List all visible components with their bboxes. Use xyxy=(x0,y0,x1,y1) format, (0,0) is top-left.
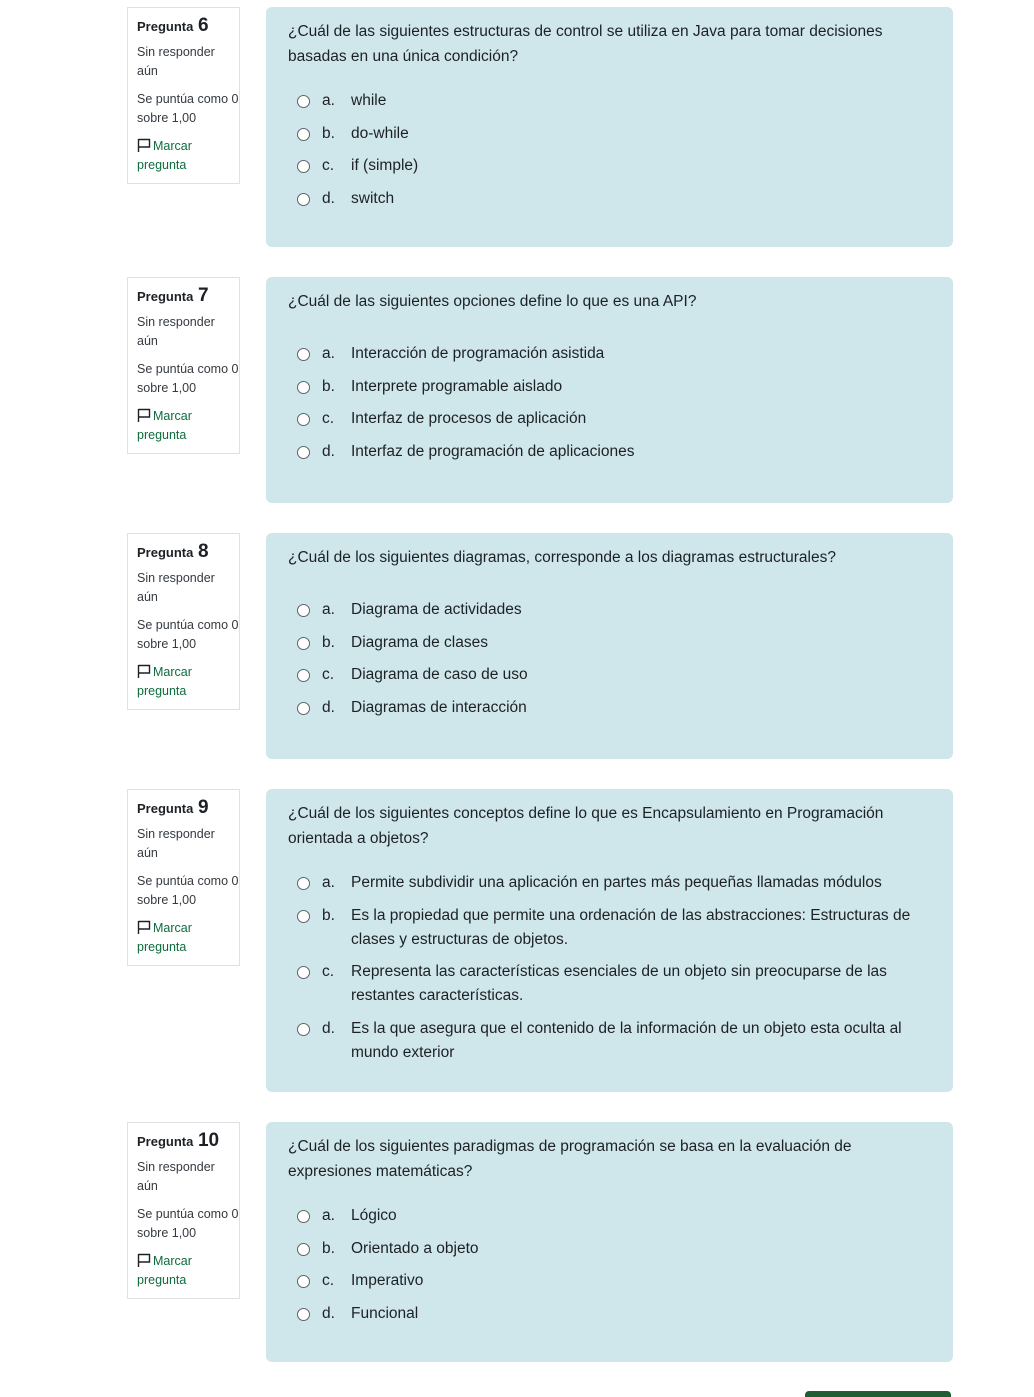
answer-option-a[interactable]: a. while xyxy=(288,89,923,113)
question-info xyxy=(127,7,240,184)
flag-question-link[interactable]: Marcar pregunta xyxy=(137,1254,192,1287)
radio-button[interactable] xyxy=(297,193,310,206)
flag-question-link[interactable]: Marcar pregunta xyxy=(137,409,192,442)
answer-option-c[interactable]: c. Interfaz de procesos de aplicación xyxy=(288,407,923,431)
question-text: ¿Cuál de los siguientes paradigmas de programación se basa en la evaluación de expresiones matemáticas? xyxy=(288,1138,852,1180)
answer-option-c[interactable]: c. Representa las características esenciales de un objeto sin preocuparse de las restantes características. xyxy=(288,960,923,1008)
question-state: Sin responder aún xyxy=(137,45,215,78)
answer-list xyxy=(288,89,923,211)
answer-option-a[interactable]: a. Interacción de programación asistida xyxy=(288,342,923,366)
answer-list xyxy=(288,342,923,464)
question-grade: Se puntúa como 0 sobre 1,00 xyxy=(137,874,239,907)
question-info xyxy=(127,1122,240,1299)
radio-button[interactable] xyxy=(297,95,310,108)
navigation-button-partial[interactable] xyxy=(805,1391,951,1397)
question-state: Sin responder aún xyxy=(137,1160,215,1193)
radio-button[interactable] xyxy=(297,446,310,459)
answer-option-a[interactable]: a. Permite subdividir una aplicación en partes más pequeñas llamadas módulos xyxy=(288,871,923,895)
question-info xyxy=(127,789,240,966)
radio-button[interactable] xyxy=(297,128,310,141)
radio-button[interactable] xyxy=(297,160,310,173)
question-number: Pregunta 10 xyxy=(137,1130,220,1151)
radio-button[interactable] xyxy=(297,1243,310,1256)
question-grade: Se puntúa como 0 sobre 1,00 xyxy=(137,362,239,395)
answer-option-c[interactable]: c. Imperativo xyxy=(288,1269,923,1293)
flag-icon xyxy=(137,138,151,153)
answer-option-a[interactable]: a. Lógico xyxy=(288,1204,923,1228)
question-state: Sin responder aún xyxy=(137,827,215,860)
answer-option-d[interactable]: d. Interfaz de programación de aplicaciones xyxy=(288,440,923,464)
question-text: ¿Cuál de las siguientes estructuras de control se utiliza en Java para tomar decisiones basadas en una única condición? xyxy=(288,23,883,65)
answer-option-b[interactable]: b. Interprete programable aislado xyxy=(288,375,923,399)
question-text: ¿Cuál de los siguientes conceptos define lo que es Encapsulamiento en Programación orientada a objetos? xyxy=(288,805,884,847)
answer-option-c[interactable]: c. Diagrama de caso de uso xyxy=(288,663,923,687)
question-number: Pregunta 6 xyxy=(137,15,209,36)
flag-question-link[interactable]: Marcar pregunta xyxy=(137,665,192,698)
answer-option-b[interactable]: b. Es la propiedad que permite una ordenación de las abstracciones: Estructuras de clases y estructuras de objetos. xyxy=(288,904,923,952)
radio-button[interactable] xyxy=(297,604,310,617)
radio-button[interactable] xyxy=(297,702,310,715)
flag-icon xyxy=(137,920,151,935)
radio-button[interactable] xyxy=(297,1275,310,1288)
question-state: Sin responder aún xyxy=(137,571,215,604)
flag-icon xyxy=(137,408,151,423)
radio-button[interactable] xyxy=(297,1023,310,1036)
flag-icon xyxy=(137,664,151,679)
answer-option-c[interactable]: c. if (simple) xyxy=(288,154,923,178)
flag-icon xyxy=(137,1253,151,1268)
radio-button[interactable] xyxy=(297,381,310,394)
question-text: ¿Cuál de las siguientes opciones define lo que es una API? xyxy=(288,293,697,310)
question-content xyxy=(266,789,953,1092)
radio-button[interactable] xyxy=(297,637,310,650)
answer-option-b[interactable]: b. do-while xyxy=(288,122,923,146)
question-grade: Se puntúa como 0 sobre 1,00 xyxy=(137,1207,239,1240)
question-text: ¿Cuál de los siguientes diagramas, corresponde a los diagramas estructurales? xyxy=(288,549,836,566)
answer-list xyxy=(288,598,923,720)
flag-question-link[interactable]: Marcar pregunta xyxy=(137,921,192,954)
radio-button[interactable] xyxy=(297,348,310,361)
radio-button[interactable] xyxy=(297,910,310,923)
answer-option-d[interactable]: d. Es la que asegura que el contenido de la información de un objeto esta oculta al mundo exterior xyxy=(288,1017,923,1065)
radio-button[interactable] xyxy=(297,413,310,426)
radio-button[interactable] xyxy=(297,966,310,979)
radio-button[interactable] xyxy=(297,1210,310,1223)
question-grade: Se puntúa como 0 sobre 1,00 xyxy=(137,92,239,125)
answer-option-a[interactable]: a. Diagrama de actividades xyxy=(288,598,923,622)
radio-button[interactable] xyxy=(297,669,310,682)
question-grade: Se puntúa como 0 sobre 1,00 xyxy=(137,618,239,651)
answer-list xyxy=(288,871,923,1065)
question-number: Pregunta 9 xyxy=(137,797,209,818)
question-number: Pregunta 7 xyxy=(137,285,209,306)
answer-option-d[interactable]: d. switch xyxy=(288,187,923,211)
answer-list xyxy=(288,1204,923,1326)
radio-button[interactable] xyxy=(297,877,310,890)
answer-option-d[interactable]: d. Funcional xyxy=(288,1302,923,1326)
answer-option-b[interactable]: b. Diagrama de clases xyxy=(288,631,923,655)
answer-option-b[interactable]: b. Orientado a objeto xyxy=(288,1237,923,1261)
flag-question-link[interactable]: Marcar pregunta xyxy=(137,139,192,172)
question-content xyxy=(266,1122,953,1362)
question-info xyxy=(127,533,240,710)
question-info xyxy=(127,277,240,454)
question-number: Pregunta 8 xyxy=(137,541,209,562)
question-content xyxy=(266,533,953,759)
question-content xyxy=(266,7,953,247)
radio-button[interactable] xyxy=(297,1308,310,1321)
question-content xyxy=(266,277,953,503)
question-state: Sin responder aún xyxy=(137,315,215,348)
answer-option-d[interactable]: d. Diagramas de interacción xyxy=(288,696,923,720)
